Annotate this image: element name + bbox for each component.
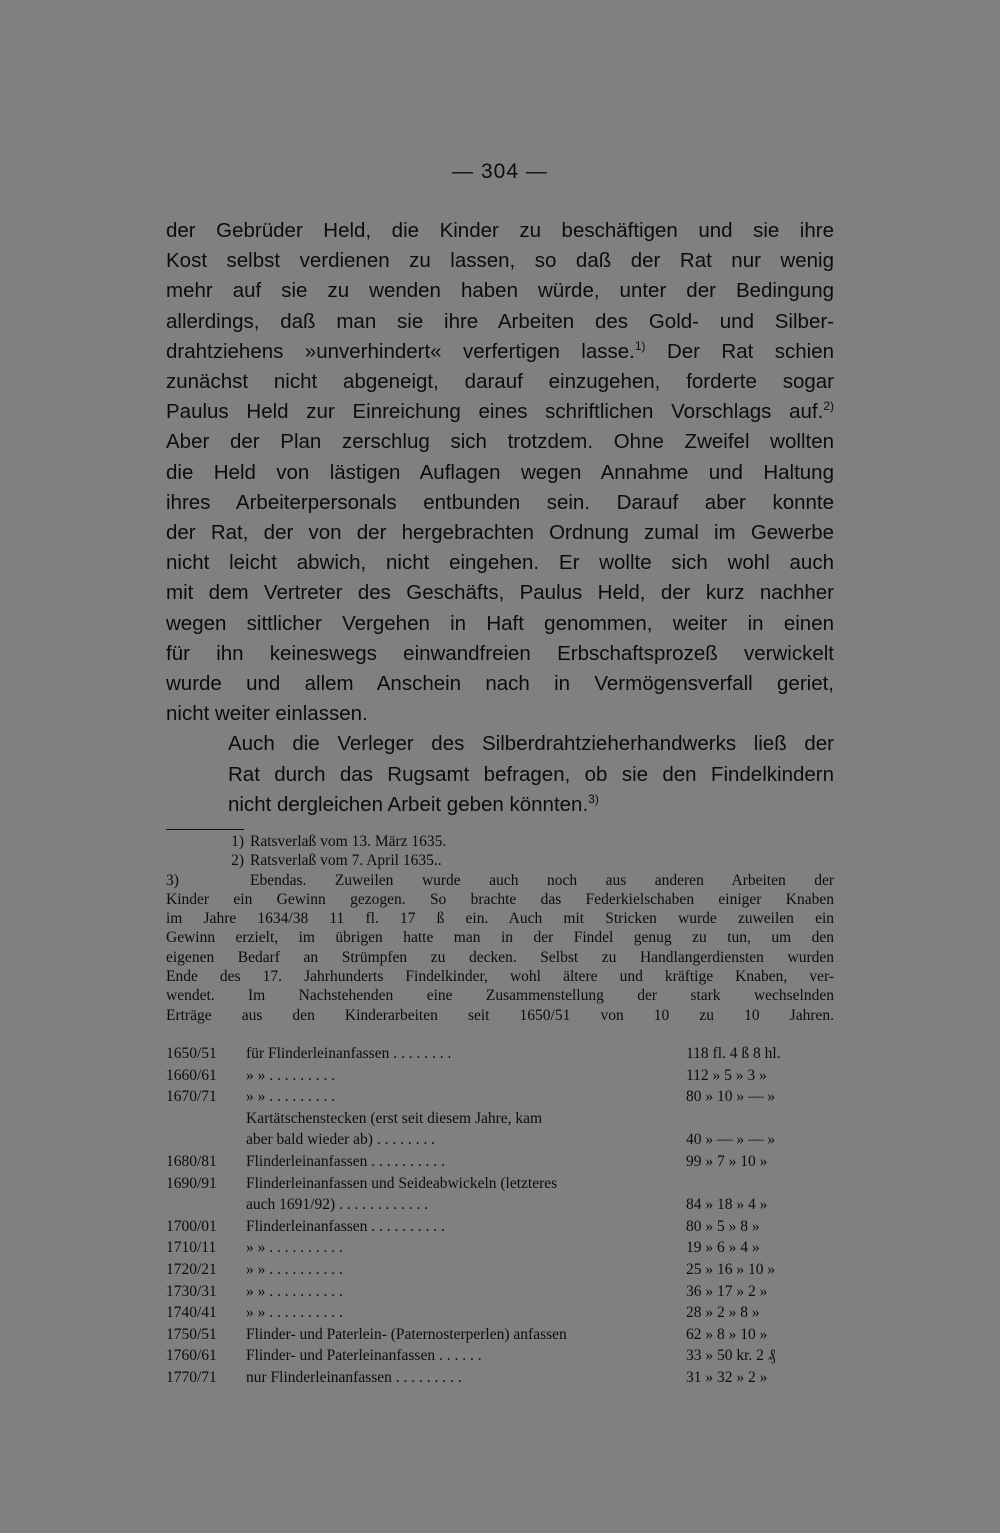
description-cell: » » . . . . . . . . .: [246, 1088, 336, 1106]
amount-cell: 19 » 6 » 4 »: [686, 1239, 760, 1257]
text-line: die Held von lästigen Auflagen wegen Annahme und Haltung: [166, 460, 834, 484]
description-cell: » » . . . . . . . . . .: [246, 1260, 343, 1278]
description-cell: Flinder- und Paterleinanfassen . . . . . .: [246, 1347, 482, 1365]
paragraph-1: [166, 216, 834, 729]
description-cell: Flinder- und Paterlein- (Paternosterperlen) anfassen: [246, 1325, 567, 1343]
description-cell: » » . . . . . . . . . .: [246, 1282, 343, 1300]
main-text: [166, 216, 834, 820]
amount-cell: 99 » 7 » 10 »: [686, 1152, 768, 1170]
footnote-line: Ende des 17. Jahrhunderts Findelkinder, wohl ältere und kräftige Knaben, ver-: [166, 968, 834, 986]
table-row: [166, 1345, 838, 1367]
text-line: [166, 397, 834, 427]
year-cell: 1670/71: [166, 1088, 217, 1106]
paragraph-2: [166, 729, 834, 820]
year-cell: 1750/51: [166, 1325, 217, 1343]
amount-cell: 33 » 50 kr. 2 ₰: [686, 1347, 776, 1365]
table-row: [166, 1324, 838, 1346]
description-cell: nur Flinderleinanfassen . . . . . . . . .: [246, 1368, 462, 1386]
page-number: — 304 —: [452, 160, 548, 183]
year-cell: 1740/41: [166, 1304, 217, 1322]
footnote-text: Ratsverlaß vom 7. April 1635..: [250, 852, 442, 870]
footnote-divider: [166, 829, 244, 830]
table-row: [166, 1281, 838, 1303]
footnote-number: 1): [231, 833, 244, 850]
footnote-text: Ratsverlaß vom 13. März 1635.: [250, 833, 447, 850]
text-line: Kost selbst verdienen zu lassen, so daß der Rat nur wenig: [166, 249, 834, 273]
amount-cell: 80 » 10 » — »: [686, 1088, 776, 1106]
table-row: [166, 1302, 838, 1324]
footnotes: [166, 832, 834, 1025]
footnote-ref-1: 1): [634, 338, 646, 353]
description-cell: » » . . . . . . . . .: [246, 1066, 336, 1084]
description-cell: Flinderleinanfassen und Seideabwickeln (letzteres: [246, 1174, 558, 1192]
amount-cell: 112 » 5 » 3 »: [686, 1066, 767, 1084]
table-row: [166, 1151, 838, 1173]
description-cell: auch 1691/92) . . . . . . . . . . . .: [246, 1196, 429, 1214]
year-cell: 1700/01: [166, 1217, 217, 1235]
text-segment: Der Rat schien: [666, 339, 834, 363]
text-line: Auch die Verleger des Silberdrahtzieherhandwerks ließ der: [228, 732, 834, 756]
footnote-line: im Jahre 1634/38 11 fl. 17 ß ein. Auch mit Stricken wurde zuweilen ein: [166, 910, 834, 928]
description-cell: » » . . . . . . . . . .: [246, 1239, 343, 1257]
footnote-number: 2): [231, 852, 244, 870]
description-cell: Flinderleinanfassen . . . . . . . . . .: [246, 1217, 445, 1235]
table-row: [166, 1086, 838, 1108]
footnote-ref-3: 3): [588, 791, 599, 806]
table-row: [166, 1065, 838, 1087]
table-row: [166, 1108, 838, 1130]
amount-cell: 40 » — » — »: [686, 1131, 776, 1149]
footnote-2: [166, 851, 834, 870]
year-cell: 1660/61: [166, 1066, 217, 1084]
text-line: wurde und allem Anschein nach in Vermögensverfall geriet,: [166, 672, 834, 696]
footnote-3: [166, 871, 834, 1025]
earnings-table: [166, 1043, 838, 1389]
text-line: ihres Arbeiterpersonals entbunden sein. Darauf aber konnte: [166, 490, 834, 514]
footnote-line: wendet. Im Nachstehenden eine Zusammenstellung der stark wechselnden: [166, 987, 834, 1005]
table-row: [166, 1367, 838, 1389]
text-segment: Ebendas. Zuweilen wurde auch noch aus anderen Arbeiten der: [250, 871, 834, 889]
table-row: [166, 1194, 838, 1216]
footnote-line: [166, 871, 834, 890]
text-segment: Paulus Held zur Einreichung eines schriftlichen Vorschlags auf.: [166, 400, 824, 424]
amount-cell: 80 » 5 » 8 »: [686, 1217, 760, 1235]
text-segment: drahtziehens »unverhindert« verfertigen lasse.: [166, 339, 635, 363]
text-line: zunächst nicht abgeneigt, darauf einzugehen, forderte sogar: [166, 370, 834, 394]
year-cell: 1690/91: [166, 1174, 217, 1192]
table-row: [166, 1216, 838, 1238]
text-line: der Rat, der von der hergebrachten Ordnung zumal im Gewerbe: [166, 521, 834, 545]
text-segment: nicht dergleichen Arbeit geben könnten.: [228, 792, 589, 816]
amount-cell: 36 » 17 » 2 »: [686, 1282, 768, 1300]
text-line: [166, 337, 834, 367]
footnote-line: eigenen Bedarf an Strümpfen zu decken. Selbst zu Handlangerdiensten wurden: [166, 948, 834, 966]
amount-cell: 118 fl. 4 ß 8 hl.: [686, 1045, 781, 1062]
year-cell: 1720/21: [166, 1260, 217, 1278]
table-row: [166, 1259, 838, 1281]
amount-cell: 62 » 8 » 10 »: [686, 1325, 768, 1343]
table-row: [166, 1237, 838, 1259]
amount-cell: 28 » 2 » 8 »: [686, 1304, 760, 1322]
text-line: Aber der Plan zerschlug sich trotzdem. Ohne Zweifel wollten: [166, 430, 834, 454]
footnote-line: Erträge aus den Kinderarbeiten seit 1650/51 von 10 zu 10 Jahren.: [166, 1006, 834, 1024]
year-cell: 1770/71: [166, 1368, 217, 1386]
text-line: mehr auf sie zu wenden haben würde, unter der Bedingung: [166, 279, 834, 303]
year-cell: 1680/81: [166, 1152, 217, 1170]
text-line: der Gebrüder Held, die Kinder zu beschäftigen und sie ihre: [166, 219, 834, 242]
year-cell: 1760/61: [166, 1347, 217, 1365]
amount-cell: 25 » 16 » 10 »: [686, 1260, 776, 1278]
table-row: [166, 1173, 838, 1195]
text-line: für ihn keineswegs einwandfreien Erbschaftsprozeß verwickelt: [166, 641, 834, 665]
footnote-1: [166, 832, 834, 851]
table-row: [166, 1129, 838, 1151]
description-cell: für Flinderleinanfassen . . . . . . . .: [246, 1045, 452, 1062]
text-line: wegen sittlicher Vergehen in Haft genommen, weiter in einen: [166, 611, 834, 635]
text-line: Rat durch das Rugsamt befragen, ob sie den Findelkindern: [228, 762, 834, 786]
footnote-number: 3): [166, 871, 179, 889]
footnote-ref-2: 2): [823, 399, 834, 414]
footnote-line: Kinder ein Gewinn gezogen. So brachte das Federkielschaben einiger Knaben: [166, 890, 834, 908]
description-cell: » » . . . . . . . . . .: [246, 1304, 343, 1322]
text-line: allerdings, daß man sie ihre Arbeiten des Gold- und Silber-: [166, 309, 834, 333]
table-row: [166, 1043, 838, 1065]
text-line: nicht weiter einlassen.: [166, 702, 368, 726]
text-line: [166, 790, 834, 820]
description-cell: Flinderleinanfassen . . . . . . . . . .: [246, 1152, 445, 1170]
description-cell: aber bald wieder ab) . . . . . . . .: [246, 1131, 435, 1149]
footnote-line: Gewinn erzielt, im übrigen hatte man in der Findel genug zu tun, um den: [166, 929, 834, 947]
amount-cell: 31 » 32 » 2 »: [686, 1368, 768, 1386]
year-cell: 1730/31: [166, 1282, 217, 1300]
amount-cell: 84 » 18 » 4 »: [686, 1196, 768, 1214]
description-cell: Kartätschenstecken (erst seit diesem Jahre, kam: [246, 1109, 543, 1127]
text-line: mit dem Vertreter des Geschäfts, Paulus Held, der kurz nachher: [166, 581, 834, 605]
year-cell: 1710/11: [166, 1239, 217, 1257]
text-line: nicht leicht abwich, nicht eingehen. Er wollte sich wohl auch: [166, 551, 834, 575]
year-cell: 1650/51: [166, 1045, 217, 1062]
